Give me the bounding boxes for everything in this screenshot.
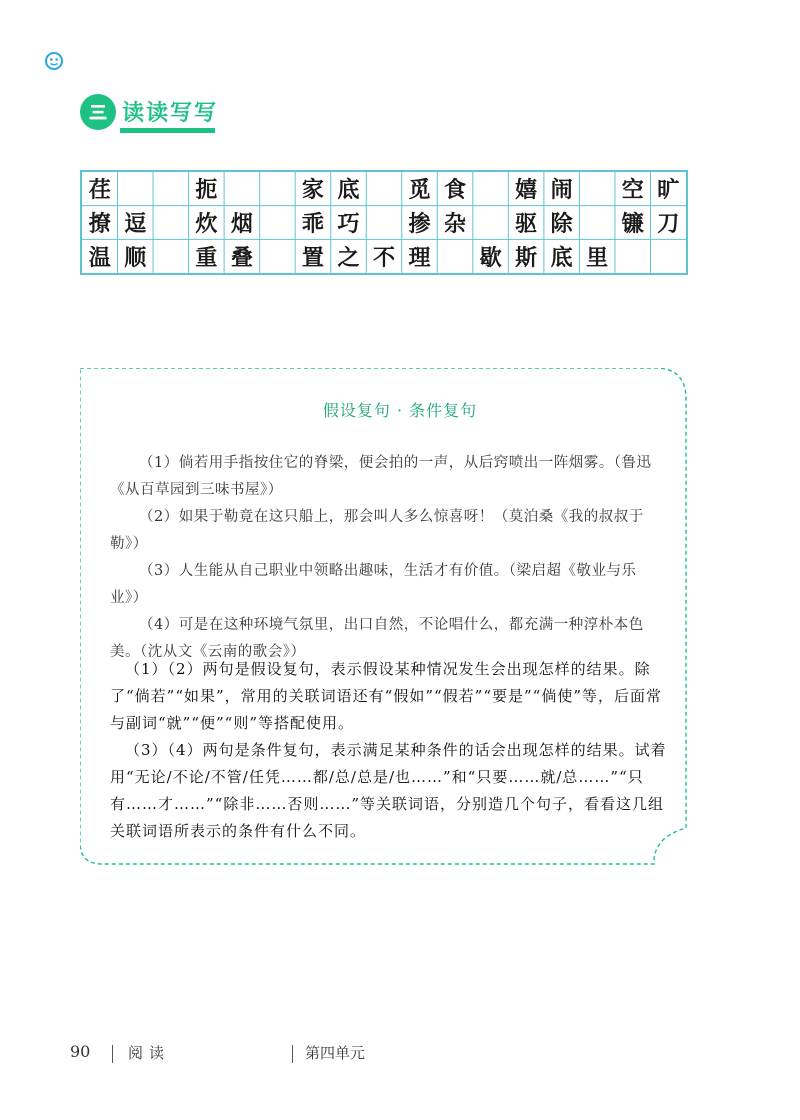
grid-cell: 炊 <box>195 210 218 237</box>
grid-cell: 撩 <box>88 210 111 237</box>
grid-cell: 不 <box>372 244 395 271</box>
grid-cell <box>615 239 651 273</box>
grid-cell <box>579 172 615 206</box>
footer-unit-name: 第四单元 <box>305 1044 366 1062</box>
grid-cell: 家 <box>301 177 324 204</box>
explanation-paragraph: （1）（2）两句是假设复句，表示假设某种情况发生会出现怎样的结果。除了“倘若”“如果”，常用的关联词语还有“假如”“假若”“要是”“倘使”等，后面常与副词“就”“便”“则”等搭配使用。 <box>110 660 663 732</box>
grid-cell <box>153 239 189 273</box>
grid-cell: 食 <box>444 177 467 204</box>
grid-cell <box>579 206 615 240</box>
grid-cell: 烟 <box>230 210 253 237</box>
grid-cell: 扼 <box>195 177 218 204</box>
grid-cell <box>260 206 296 240</box>
footer-divider <box>292 1045 293 1063</box>
grid-cell: 置 <box>301 244 324 271</box>
grid-cell: 巧 <box>337 210 360 237</box>
title-underline <box>120 128 215 133</box>
grid-cell: 觅 <box>408 177 431 204</box>
footer-section-name: 阅读 <box>128 1044 171 1062</box>
grid-cell: 荏 <box>88 177 111 204</box>
example-sentence: （3）人生能从自己职业中领略出趣味，生活才有价值。（梁启超《敬业与乐业》） <box>110 563 637 606</box>
grid-cell: 歇 <box>479 244 502 271</box>
grid-cell: 底 <box>550 244 573 271</box>
footer-divider <box>112 1045 113 1063</box>
smiley-icon <box>45 52 63 70</box>
grid-cell: 逗 <box>124 210 147 237</box>
explanation-paragraph: （3）（4）两句是条件复句，表示满足某种条件的话会出现怎样的结果。试着用“无论/不论/不管/任凭……都/总/总是/也……”和“只要……就/总……”“只有……才……”“除非……否则……”等关联词语，分别造几个句子，看看这几组关联词语所表示的条件有什么不同。 <box>110 741 667 840</box>
page-number: 90 <box>70 1042 91 1061</box>
grid-cell: 斯 <box>515 244 538 271</box>
grid-cell <box>260 172 296 206</box>
grid-cell: 刀 <box>657 210 680 237</box>
grid-cell: 掺 <box>408 210 431 237</box>
grid-cell: 除 <box>550 210 573 237</box>
grid-cell: 顺 <box>124 244 147 271</box>
page-footer <box>0 1042 800 1066</box>
grid-cell: 嬉 <box>515 177 538 204</box>
rule-heading: 假设复句 · 条件复句 <box>322 401 478 420</box>
grid-cell: 驱 <box>515 210 538 237</box>
grid-cell <box>366 206 402 240</box>
grid-cell <box>153 206 189 240</box>
grid-cell <box>473 172 509 206</box>
grid-cell: 闹 <box>550 177 573 204</box>
example-sentence: （1）倘若用手指按住它的脊梁，便会拍的一声，从后窍喷出一阵烟雾。（鲁迅《从百草园到三味书屋》） <box>110 455 652 498</box>
grid-cell: 乖 <box>301 210 324 237</box>
explanation-text <box>110 656 670 845</box>
section-title: 读读写写 <box>122 101 219 126</box>
three-lines-icon <box>87 101 109 123</box>
grid-cell: 重 <box>195 244 218 271</box>
grid-cell <box>473 206 509 240</box>
example-sentences <box>110 450 665 666</box>
section-number-badge <box>80 94 116 130</box>
grid-cell <box>153 172 189 206</box>
grid-cell: 底 <box>337 177 360 204</box>
grid-cell <box>437 239 473 273</box>
grid-cell: 温 <box>88 244 111 271</box>
example-sentence: （4）可是在这种环境气氛里，出口自然，不论唱什么，都充满一种淳朴本色美。（沈从文《云南的歌会》） <box>110 617 644 660</box>
grid-cell: 里 <box>586 244 609 271</box>
grid-cell <box>650 239 686 273</box>
grid-cell: 镰 <box>621 210 644 237</box>
grid-cell: 之 <box>337 244 360 271</box>
grid-cell <box>118 172 154 206</box>
grid-cell <box>224 172 260 206</box>
example-sentence: （2）如果于勒竟在这只船上，那会叫人多么惊喜呀！（莫泊桑《我的叔叔于勒》） <box>110 509 644 552</box>
grid-cell <box>366 172 402 206</box>
vocabulary-grid <box>80 170 688 275</box>
grid-cell <box>260 239 296 273</box>
grid-cell: 旷 <box>657 177 680 204</box>
grid-cell: 杂 <box>444 210 467 237</box>
grid-cell: 叠 <box>230 244 253 271</box>
grid-cell: 理 <box>408 244 431 271</box>
grid-cell: 空 <box>621 177 644 204</box>
